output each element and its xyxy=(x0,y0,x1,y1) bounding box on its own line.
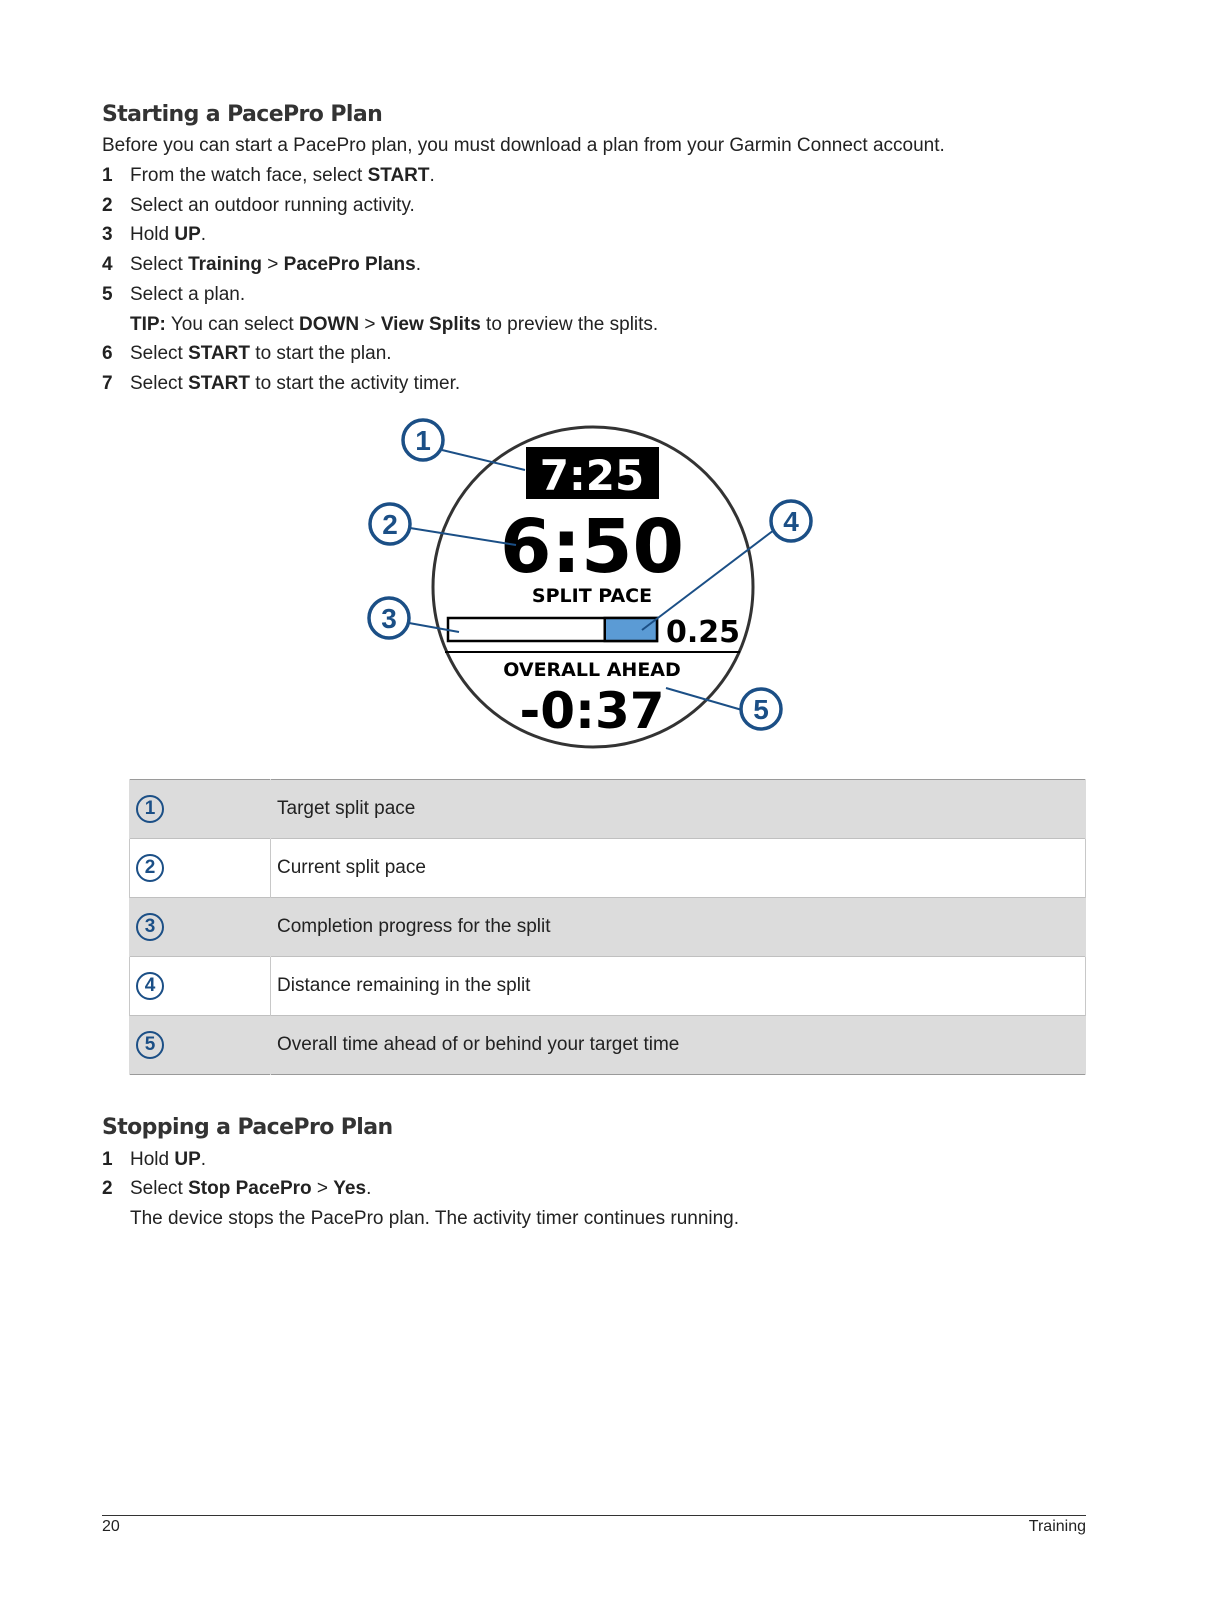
table-row xyxy=(130,1016,1086,1075)
intro-paragraph: Before you can start a PacePro plan, you must download a plan from your Garmin Connect account. xyxy=(102,135,945,156)
legend-key-cell xyxy=(130,780,271,839)
step-text: From the watch face, select START. xyxy=(130,165,435,186)
legend-description: Target split pace xyxy=(271,780,1086,839)
callout-badge: 5 xyxy=(136,1031,164,1059)
footer-section-name: Training xyxy=(1028,1518,1086,1535)
table-row xyxy=(130,957,1086,1016)
legend-key-cell xyxy=(130,957,271,1016)
step-number: 1 xyxy=(102,165,113,186)
step-number: 5 xyxy=(102,284,113,305)
legend-key-cell xyxy=(130,1016,271,1075)
callout-3 xyxy=(369,598,409,638)
stop-result-text: The device stops the PacePro plan. The activity timer continues running. xyxy=(130,1208,740,1229)
step-text: Select Stop PacePro > Yes. xyxy=(130,1178,372,1199)
callout-5 xyxy=(741,689,781,729)
svg-text:1: 1 xyxy=(415,425,431,456)
step-number: 2 xyxy=(102,1178,113,1199)
table-row xyxy=(130,898,1086,957)
legend-description: Overall time ahead of or behind your target time xyxy=(271,1016,1086,1075)
step-text: Select START to start the activity timer. xyxy=(130,373,461,394)
step-text: Select Training > PacePro Plans. xyxy=(130,254,421,275)
svg-text:4: 4 xyxy=(783,506,799,537)
watch-face-illustration xyxy=(362,412,832,757)
step-number: 4 xyxy=(102,254,113,275)
legend-key-cell xyxy=(130,898,271,957)
step-number: 6 xyxy=(102,343,113,364)
step-text: Hold UP. xyxy=(130,1149,207,1170)
callout-badge: 2 xyxy=(136,854,164,882)
section-title-starting: Starting a PacePro Plan xyxy=(102,102,383,127)
step-text: Select START to start the plan. xyxy=(130,343,392,364)
callout-2 xyxy=(370,504,410,544)
step-text: Select a plan. xyxy=(130,284,246,305)
overall-ahead-label: OVERALL AHEAD xyxy=(503,659,681,681)
split-progress-fill xyxy=(605,618,657,641)
footer-rule xyxy=(102,1515,1086,1516)
legend-description: Distance remaining in the split xyxy=(271,957,1086,1016)
callout-badge: 4 xyxy=(136,972,164,1000)
step-text: Hold UP. xyxy=(130,224,207,245)
legend-description: Completion progress for the split xyxy=(271,898,1086,957)
callout-badge: 1 xyxy=(136,795,164,823)
current-pace-value: 6:50 xyxy=(499,504,685,590)
legend-key-cell xyxy=(130,839,271,898)
page-number: 20 xyxy=(102,1518,120,1535)
callout-legend-table xyxy=(129,779,1086,1075)
svg-text:2: 2 xyxy=(382,509,398,540)
step-number: 3 xyxy=(102,224,113,245)
callout-1 xyxy=(403,420,443,460)
distance-remaining-value: 0.25 xyxy=(666,615,741,650)
overall-time-value: -0:37 xyxy=(519,682,665,740)
target-pace-value: 7:25 xyxy=(539,451,645,500)
callout-badge: 3 xyxy=(136,913,164,941)
legend-description: Current split pace xyxy=(271,839,1086,898)
step-number: 1 xyxy=(102,1149,113,1170)
callout-4 xyxy=(771,501,811,541)
table-row xyxy=(130,780,1086,839)
table-row xyxy=(130,839,1086,898)
svg-text:5: 5 xyxy=(753,694,769,725)
step-number: 2 xyxy=(102,195,113,216)
split-pace-label: SPLIT PACE xyxy=(531,585,653,607)
step-number: 7 xyxy=(102,373,113,394)
step-text: Select an outdoor running activity. xyxy=(130,195,415,216)
section-title-stopping: Stopping a PacePro Plan xyxy=(102,1115,393,1140)
tip-label: TIP: xyxy=(130,314,166,335)
svg-text:3: 3 xyxy=(381,603,397,634)
tip: TIP: You can select DOWN > View Splits to preview the splits. xyxy=(130,314,659,335)
